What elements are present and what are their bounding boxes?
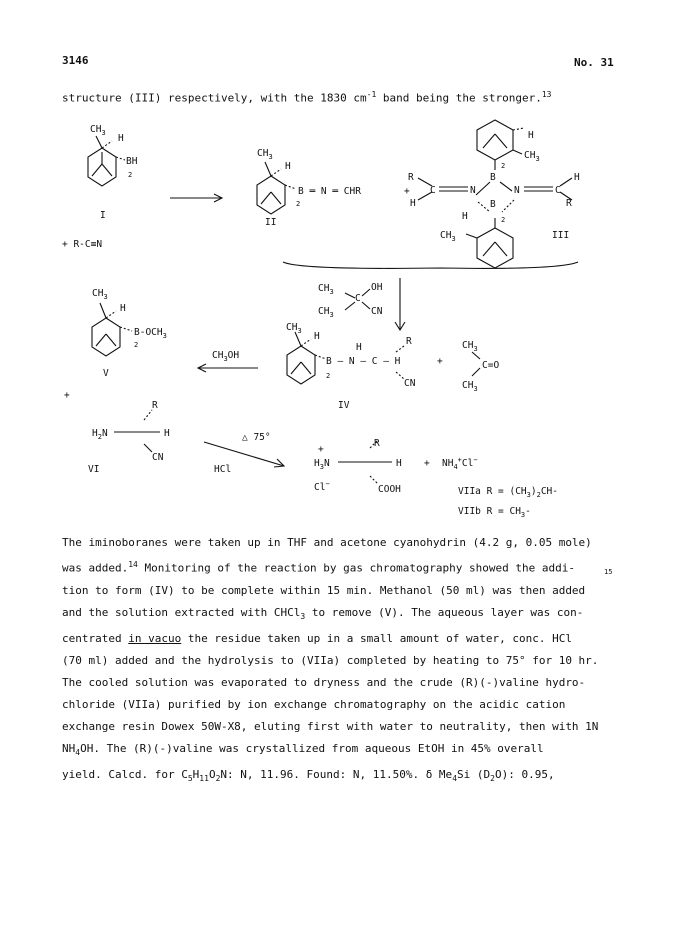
- IV-r: R: [406, 336, 412, 347]
- V-ch3: $CH_3$: [92, 288, 108, 301]
- III-c-left: C: [430, 185, 436, 196]
- label-I: I: [100, 210, 106, 221]
- IV-ch3: $CH_3$: [286, 322, 302, 335]
- ring-III-top: [477, 120, 513, 160]
- ring-V: [92, 318, 120, 356]
- IV-nh: H: [356, 342, 362, 353]
- III-h-bottom: H: [462, 211, 468, 222]
- rcn-reagent: + R-C≡N: [62, 239, 103, 250]
- page-number: 3146: [62, 54, 89, 67]
- acetone-ch3-bottom: $CH_3$: [462, 380, 478, 393]
- acn-oh: OH: [371, 282, 383, 293]
- V-h: H: [120, 303, 126, 314]
- III-b-bottom: B: [490, 199, 496, 210]
- III-c-right: C: [555, 185, 561, 196]
- VII-cl: Cl−: [314, 480, 330, 493]
- margin-mark: 15: [604, 568, 613, 576]
- III-b-top: B: [490, 172, 496, 183]
- II-sub2: 2: [296, 200, 301, 208]
- VIIb-def: VIIb $R = CH_3-$: [458, 506, 531, 519]
- III-sub2-top: 2: [501, 162, 506, 170]
- I-sub2: 2: [128, 171, 133, 179]
- acetone-co: C=O: [482, 360, 500, 371]
- body-paragraph: The iminoboranes were taken up in THF and acetone cyanohydrin (4.2 g, 0.05 mole) was added.$^{14}$ Monitoring of the reaction by gas chromatography showed the addi- tion to form (IV) to be complete within 15 min. Methanol (50 ml) was then added and the solution extracted with CHCl$_3$ to remove (V). The aqueous layer was con- centrated in vacuo the residue taken up in a small amount of water, conc. HCl (70 ml) added and the hydrolysis to (VIIa) completed by heating to 75° for 10 hr. The cooled solution was evaporated to dryness and the crude (R)(-)valine hydro- chloride (VIIa) purified by ion exchange chromatography on the acidic cation exchange resin Dowex 50W-X8, eluting first with water to neutrality, then with 1N $NH_4OH$. The (R)(-)valine was crystallized from aqueous EtOH in 45% overall yield. Calcd. for $C_5H_{11}O_2N$: N, 11.96. Found: N, 11.50%. δ $Me_4Si$ $(D_2O)$: 0.95,: [62, 536, 599, 784]
- VII-plus: +: [318, 444, 324, 455]
- ring-III-bottom: [477, 228, 513, 268]
- label-VI: VI: [88, 464, 100, 475]
- heat-condition: △ 75°: [242, 432, 271, 443]
- II-h: H: [285, 161, 291, 172]
- III-n-right: N: [514, 185, 520, 196]
- III-h-left: H: [410, 198, 416, 209]
- ammonium-chloride: $NH_4^+Cl^-$: [442, 456, 478, 471]
- II-ch3: $CH_3$: [257, 148, 273, 161]
- hcl-reagent: HCl: [214, 464, 232, 475]
- acetone-ch3-top: $CH_3$: [462, 340, 478, 353]
- III-n-left: N: [470, 185, 476, 196]
- issue-number: No. 31: [574, 56, 614, 69]
- III-h: H: [528, 130, 534, 141]
- VII-h3n: $H_3N$: [314, 458, 330, 471]
- VI-h: H: [164, 428, 170, 439]
- acn-ch3-top: $CH_3$: [318, 283, 334, 296]
- VI-h2n: $H_2N$: [92, 428, 108, 441]
- plus-3: +: [437, 356, 443, 367]
- V-bo: $B-OCH_3$: [134, 327, 167, 340]
- ring-IV: [287, 346, 315, 384]
- ring-II: [257, 176, 285, 214]
- label-II: II: [265, 217, 277, 228]
- intro-line: structure (III) respectively, with the 1830 $cm^{-1}$ band being the stronger.$^{13}$: [62, 90, 552, 105]
- I-bh: BH: [126, 156, 138, 167]
- plus-1: +: [404, 186, 410, 197]
- VI-r: R: [152, 400, 158, 411]
- IV-cn: CN: [404, 378, 416, 389]
- III-r-right: R: [566, 198, 572, 209]
- acn-ch3-bottom: $CH_3$: [318, 306, 334, 319]
- acn-c: C: [355, 293, 361, 304]
- III-ch3-top: $CH_3$: [524, 150, 540, 163]
- methanol: $CH_3OH$: [212, 350, 240, 363]
- brace: [283, 262, 578, 268]
- label-V: V: [103, 368, 109, 379]
- III-r-left: R: [408, 172, 414, 183]
- label-IV: IV: [338, 400, 350, 411]
- VII-r: R: [374, 438, 380, 449]
- acn-cn: CN: [371, 306, 383, 317]
- VI-cn: CN: [152, 452, 164, 463]
- plus-4: +: [424, 458, 430, 469]
- IV-sub2: 2: [326, 372, 331, 380]
- plus-2: +: [64, 390, 70, 401]
- label-III: III: [552, 230, 570, 241]
- I-ch3: $CH_3$: [90, 124, 106, 137]
- IV-h: H: [314, 331, 320, 342]
- V-sub2: 2: [134, 341, 139, 349]
- IV-chain: B — N — C — H: [326, 356, 401, 367]
- I-h: H: [118, 133, 124, 144]
- VIIa-def: VIIa $R = (CH_3)_2CH-$: [458, 486, 558, 499]
- VII-h: H: [396, 458, 402, 469]
- II-chain: B ═ N ═ CHR: [298, 186, 361, 197]
- III-h-right: H: [574, 172, 580, 183]
- III-sub2-bottom: 2: [501, 216, 506, 224]
- VII-cooh: COOH: [378, 484, 401, 495]
- III-ch3-bottom: $CH_3$: [440, 230, 456, 243]
